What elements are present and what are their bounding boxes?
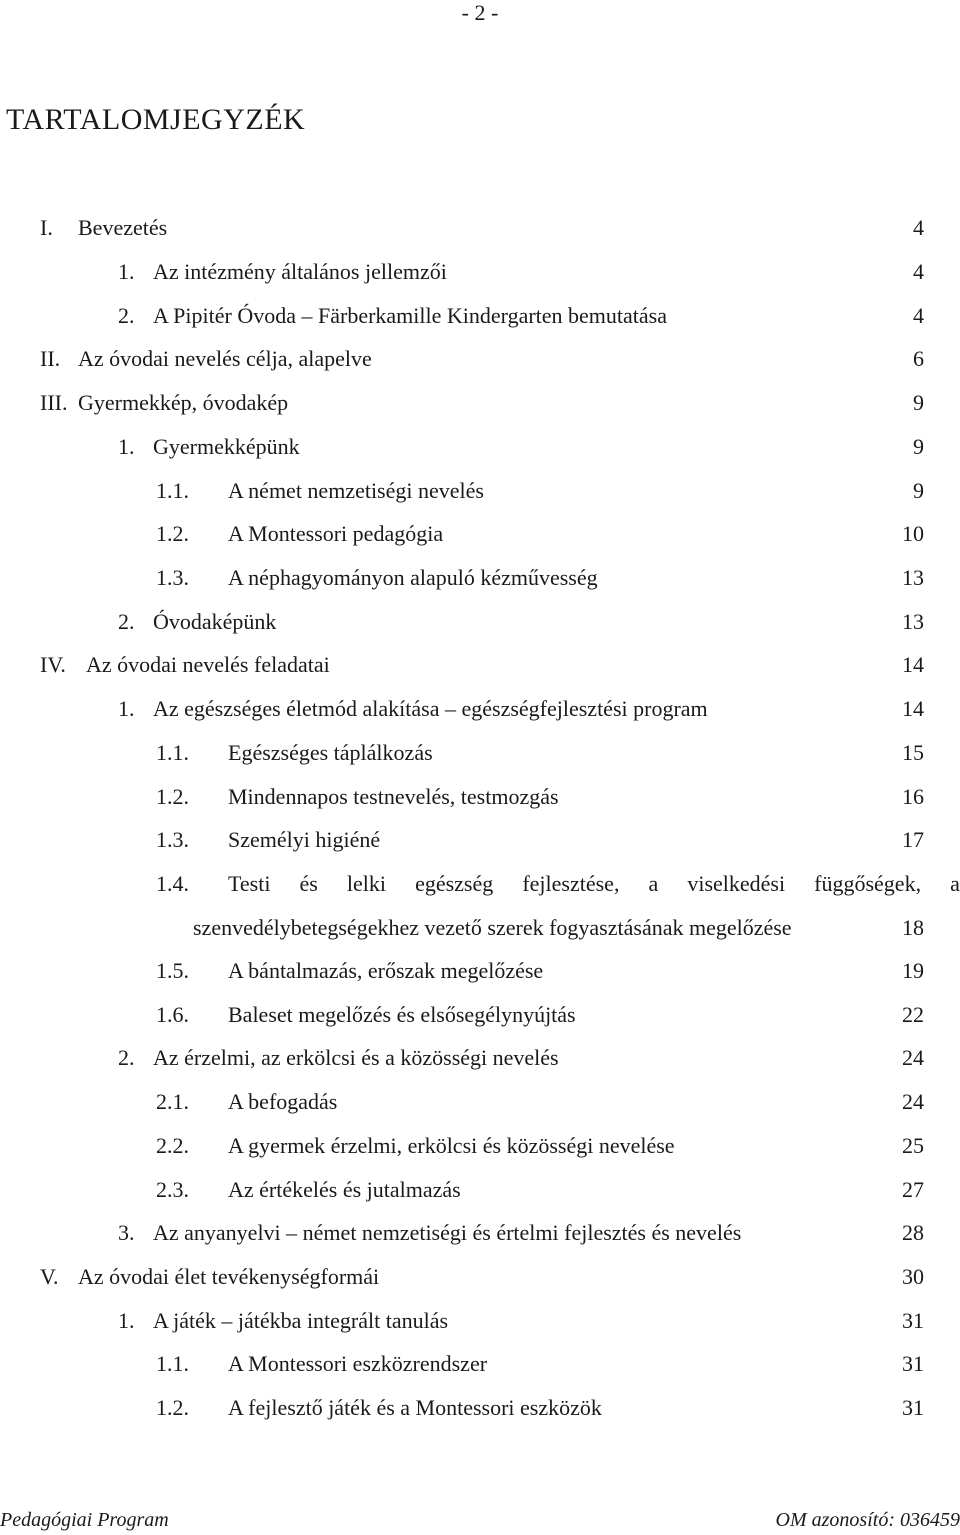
toc-entry-number: 1.2.	[156, 521, 189, 546]
toc-entry-page: 14	[902, 696, 924, 721]
toc-entry-number: I.	[40, 215, 53, 240]
toc-entry-page: 4	[913, 303, 924, 328]
toc-entry-word: és	[299, 871, 318, 896]
toc-entry-number: V.	[40, 1264, 59, 1289]
toc-entry-label-continuation: szenvedélybetegségekhez vezető szerek fogyasztásának megelőzése	[193, 915, 792, 940]
toc-entry-page: 13	[902, 565, 924, 590]
toc-entry-word: fejlesztése,	[522, 871, 620, 896]
toc-entry-label: A befogadás	[228, 1089, 338, 1114]
toc-title: TARTALOMJEGYZÉK	[6, 103, 306, 136]
toc-entry-number: 1.1.	[156, 1351, 189, 1376]
toc-entry-number: 3.	[118, 1220, 135, 1245]
toc-entry-number: 1.	[118, 1308, 135, 1333]
toc-entry-page: 6	[913, 346, 924, 371]
toc-entry-number: III.	[40, 390, 68, 415]
toc-entry-word: a	[648, 871, 659, 896]
toc-entry-label: Baleset megelőzés és elsősegélynyújtás	[228, 1002, 576, 1027]
toc-entry-page: 24	[902, 1045, 924, 1070]
toc-entry-page: 17	[902, 827, 924, 852]
toc-entry-number: II.	[40, 346, 61, 371]
toc-entry-page: 31	[902, 1395, 924, 1420]
toc-entry-page: 18	[902, 915, 924, 940]
toc-entry-number: IV.	[40, 652, 66, 677]
toc-entry-label	[228, 871, 960, 897]
toc-entry-page: 10	[902, 521, 924, 546]
toc-entry-number: 1.2.	[156, 784, 189, 809]
toc-entry-page: 16	[902, 784, 924, 809]
toc-entry-label: A Montessori eszközrendszer	[228, 1351, 488, 1376]
toc-entry-label: Mindennapos testnevelés, testmozgás	[228, 784, 559, 809]
toc-entry-word: függőségek,	[814, 871, 922, 896]
toc-entry-page: 22	[902, 1002, 924, 1027]
toc-entry-label: Az egészséges életmód alakítása – egészségfejlesztési program	[153, 696, 708, 721]
toc-entry-label: Egészséges táplálkozás	[228, 740, 433, 765]
toc-entry-number: 1.3.	[156, 565, 189, 590]
toc-entry-number: 1.2.	[156, 1395, 189, 1420]
toc-entry-label: Gyermekképünk	[153, 434, 300, 459]
toc-entry-number: 1.1.	[156, 740, 189, 765]
toc-entry-label: A játék – játékba integrált tanulás	[153, 1308, 449, 1333]
toc-entry-page: 28	[902, 1220, 924, 1245]
toc-entry-page: 4	[913, 215, 924, 240]
toc-entry-label: Az intézmény általános jellemzői	[153, 259, 447, 284]
toc-entry-page: 13	[902, 609, 924, 634]
toc-entry-number: 1.3.	[156, 827, 189, 852]
toc-entry-page: 15	[902, 740, 924, 765]
toc-entry-word: lelki	[346, 871, 387, 896]
toc-entry-page: 31	[902, 1308, 924, 1333]
toc-entry-label: A német nemzetiségi nevelés	[228, 478, 484, 503]
toc-entry-label: Óvodaképünk	[153, 609, 277, 634]
page-number: - 2 -	[461, 0, 499, 25]
toc-entry-word: a	[950, 871, 960, 896]
toc-entry-page: 4	[913, 259, 924, 284]
toc-entry-page: 14	[902, 652, 924, 677]
toc-entry-number: 1.6.	[156, 1002, 189, 1027]
toc-entry-label: Az értékelés és jutalmazás	[228, 1177, 461, 1202]
toc-entry-number: 2.1.	[156, 1089, 189, 1114]
toc-entry-number: 2.	[118, 609, 135, 634]
toc-entry-number: 1.	[118, 434, 135, 459]
toc-entry-label: Személyi higiéné	[228, 827, 381, 852]
toc-entry-number: 2.	[118, 1045, 135, 1070]
toc-entry-number: 2.2.	[156, 1133, 189, 1158]
toc-entry-number: 1.	[118, 696, 135, 721]
toc-entry-label: A Montessori pedagógia	[228, 521, 444, 546]
toc-entry-number: 1.5.	[156, 958, 189, 983]
toc-entry-number: 1.4.	[156, 871, 189, 896]
toc-entry-word: egészség	[415, 871, 494, 896]
toc-entry-label: Az óvodai élet tevékenységformái	[78, 1264, 380, 1289]
toc-entry-page: 9	[913, 478, 924, 503]
toc-entry-label: Gyermekkép, óvodakép	[78, 390, 289, 415]
toc-entry-page: 31	[902, 1351, 924, 1376]
toc-entry-number: 2.3.	[156, 1177, 189, 1202]
toc-entry-page: 19	[902, 958, 924, 983]
toc-entry-number: 2.	[118, 303, 135, 328]
toc-entry-page: 9	[913, 390, 924, 415]
toc-entry-word: viselkedési	[687, 871, 786, 896]
toc-entry-number: 1.1.	[156, 478, 189, 503]
toc-entry-page: 24	[902, 1089, 924, 1114]
toc-entry-label: Bevezetés	[78, 215, 168, 240]
toc-entry-label: Az óvodai nevelés feladatai	[86, 652, 330, 677]
toc-entry-label: A bántalmazás, erőszak megelőzése	[228, 958, 544, 983]
toc-entry-label: Az óvodai nevelés célja, alapelve	[78, 346, 372, 371]
toc-entry-label: A gyermek érzelmi, erkölcsi és közösségi nevelése	[228, 1133, 675, 1158]
toc-entry-label: Az anyanyelvi – német nemzetiségi és értelmi fejlesztés és nevelés	[153, 1220, 742, 1245]
toc-entry-page: 30	[902, 1264, 924, 1289]
toc-entry-page: 25	[902, 1133, 924, 1158]
toc-entry-label: Az érzelmi, az erkölcsi és a közösségi nevelés	[153, 1045, 559, 1070]
toc-entry-page: 9	[913, 434, 924, 459]
toc-entry-label: A néphagyományon alapuló kézművesség	[228, 565, 598, 590]
toc-entry-word: Testi	[228, 871, 271, 896]
footer-om-id: OM azonosító: 036459	[775, 1509, 960, 1531]
footer-document-name: Pedagógiai Program	[0, 1509, 169, 1531]
toc-entry-label: A Pipitér Óvoda – Färberkamille Kindergarten bemutatása	[153, 303, 668, 328]
toc-entry-page: 27	[902, 1177, 924, 1202]
toc-entry-number: 1.	[118, 259, 135, 284]
toc-entry-label: A fejlesztő játék és a Montessori eszközök	[228, 1395, 602, 1420]
